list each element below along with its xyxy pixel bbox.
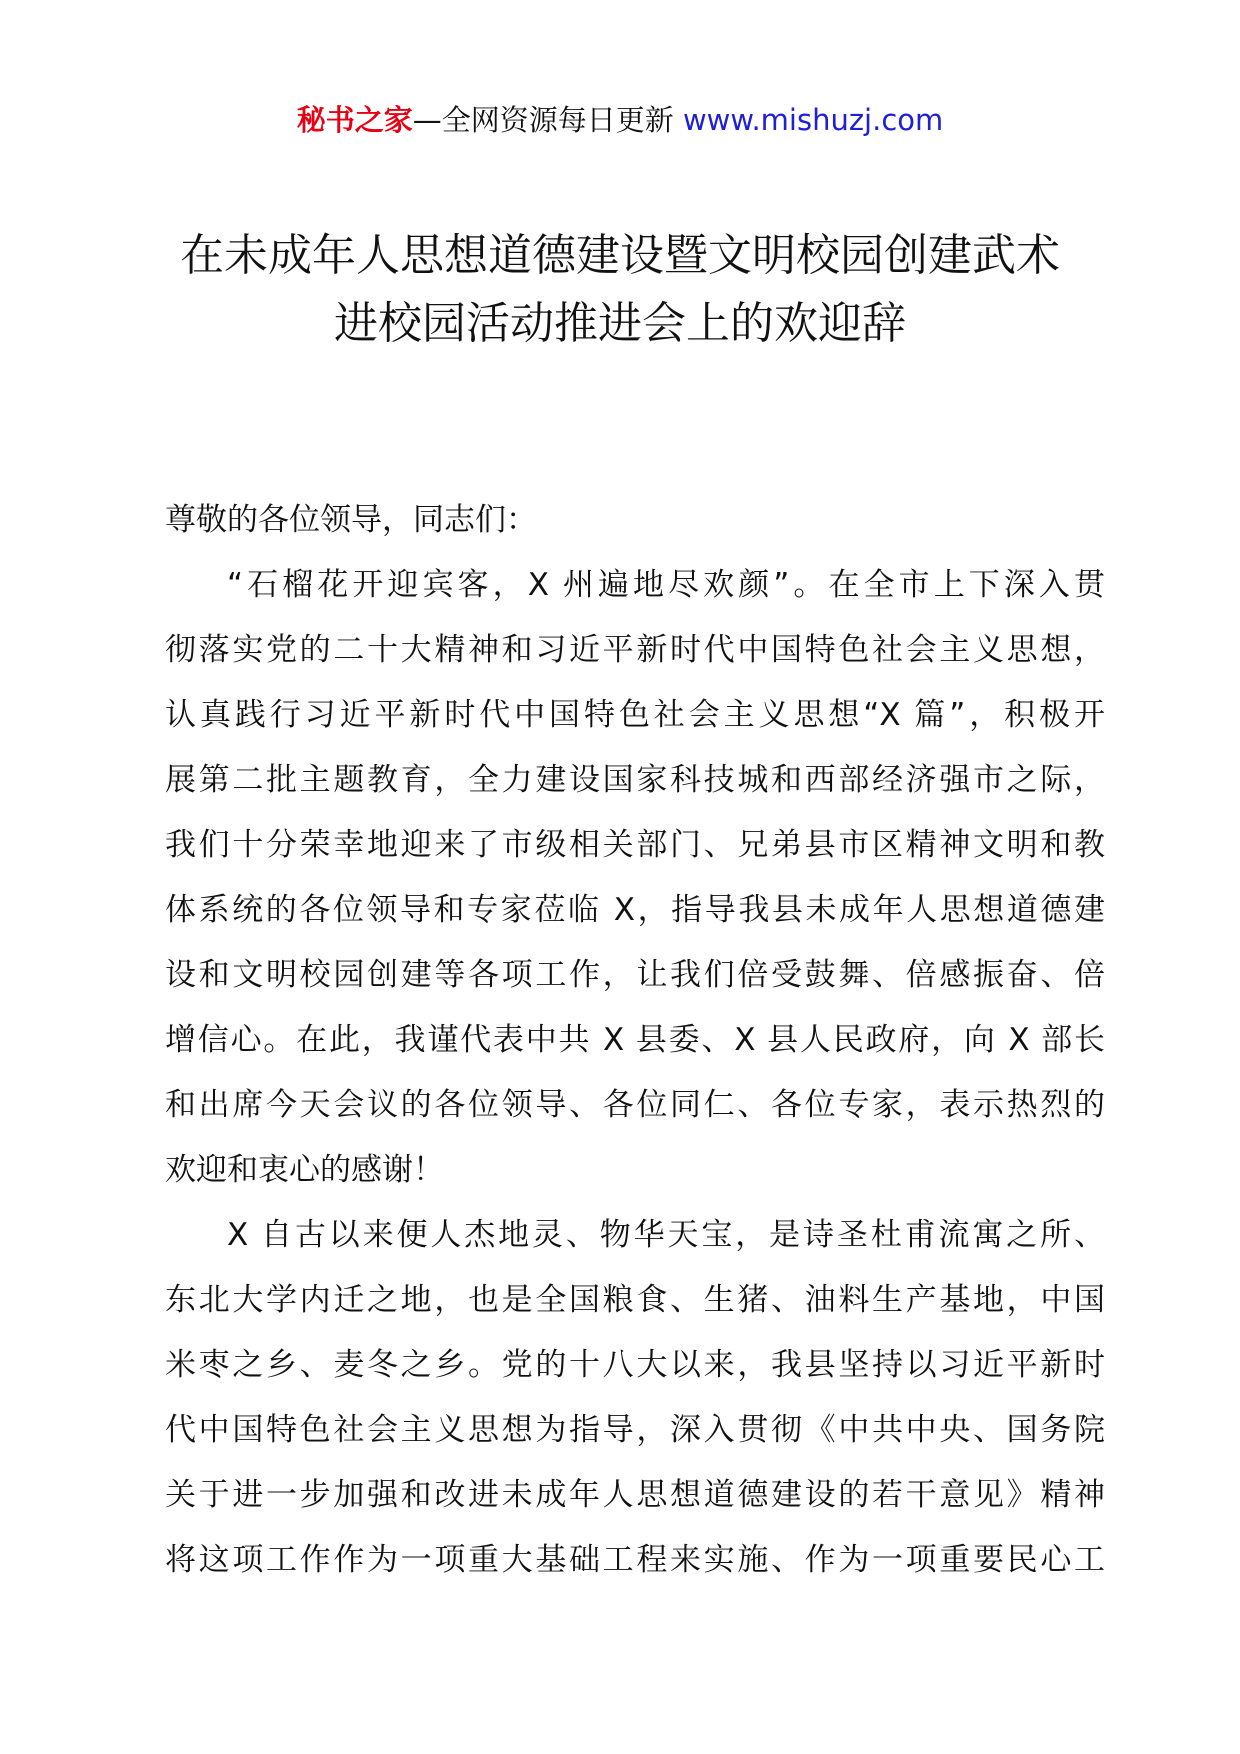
paragraph-line: 认真践行习近平新时代中国特色社会主义思想“X 篇”，积极开: [165, 697, 1105, 733]
paragraph-line: 彻落实党的二十大精神和习近平新时代中国特色社会主义思想，: [165, 632, 1105, 668]
paragraph-line: 东北大学内迁之地，也是全国粮食、生猪、油料生产基地，中国: [165, 1282, 1105, 1318]
site-header: [0, 100, 1240, 140]
document-title: [150, 222, 1090, 358]
paragraph-line: 和出席今天会议的各位领导、各位同仁、各位专家，表示热烈的: [165, 1087, 1105, 1123]
paragraph-line: 设和文明校园创建等各项工作，让我们倍受鼓舞、倍感振奋、倍: [165, 957, 1105, 993]
paragraph-line: 体系统的各位领导和专家莅临 X，指导我县未成年人思想道德建: [165, 892, 1105, 928]
paragraph-1: [165, 553, 1105, 1203]
site-url-link[interactable]: www.mishuzj.com: [682, 103, 944, 137]
paragraph-line: 我们十分荣幸地迎来了市级相关部门、兄弟县市区精神文明和教: [165, 827, 1105, 863]
paragraph-line: 欢迎和衷心的感谢！: [165, 1152, 444, 1188]
paragraph-line: 增信心。在此，我谨代表中共 X 县委、X 县人民政府，向 X 部长: [165, 1022, 1105, 1058]
paragraph-2: [165, 1203, 1105, 1593]
site-tagline: —全网资源每日更新: [412, 103, 674, 137]
document-body: [165, 488, 1105, 1593]
paragraph-line: 米枣之乡、麦冬之乡。党的十八大以来，我县坚持以习近平新时: [165, 1347, 1105, 1383]
paragraph-line: “石榴花开迎宾客，X 州遍地尽欢颜”。在全市上下深入贯: [227, 567, 1105, 603]
title-line-1: 在未成年人思想道德建设暨文明校园创建武术: [180, 230, 1060, 281]
site-brand: 秘书之家: [296, 103, 413, 137]
paragraph-line: X 自古以来便人杰地灵、物华天宝，是诗圣杜甫流寓之所、: [227, 1217, 1105, 1253]
paragraph-line: 展第二批主题教育，全力建设国家科技城和西部经济强市之际，: [165, 762, 1105, 798]
title-line-2: 进校园活动推进会上的欢迎辞: [334, 298, 906, 349]
paragraph-line: 关于进一步加强和改进未成年人思想道德建设的若干意见》精神: [165, 1477, 1105, 1513]
salutation: 尊敬的各位领导，同志们：: [165, 502, 537, 538]
paragraph-line: 将这项工作作为一项重大基础工程来实施、作为一项重要民心工: [165, 1542, 1105, 1578]
paragraph-line: 代中国特色社会主义思想为指导，深入贯彻《中共中央、国务院: [165, 1412, 1105, 1448]
